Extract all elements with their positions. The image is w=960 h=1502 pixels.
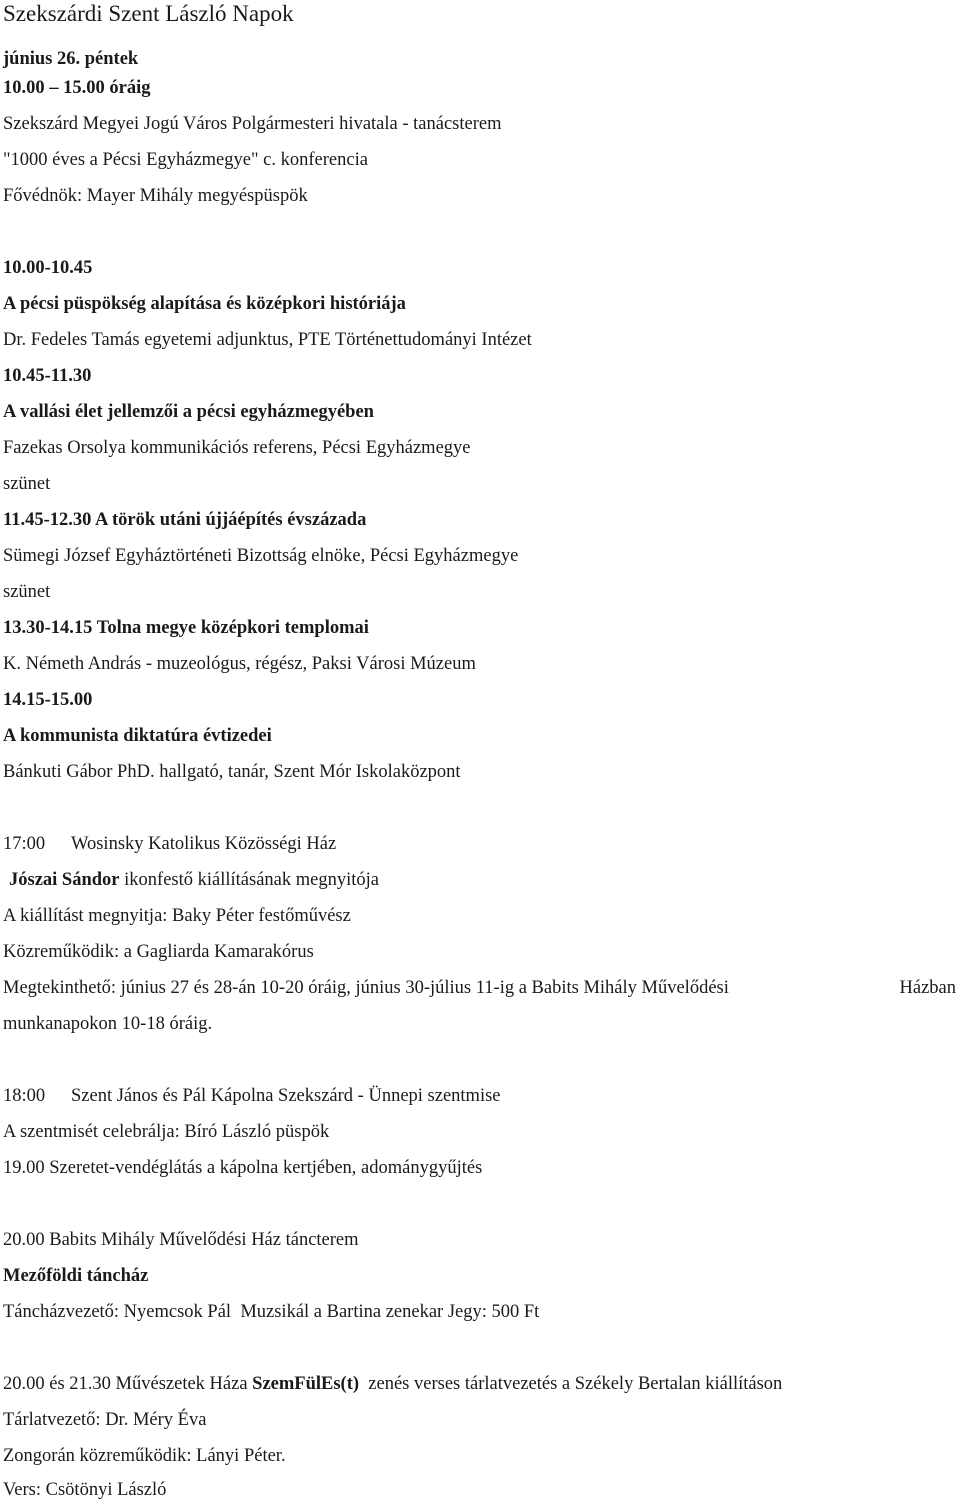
event-venue: Szekszárd Megyei Jogú Város Polgármesteri hivatala - tanácsterem <box>3 114 502 134</box>
mass-time: 18:00 <box>3 1086 46 1106</box>
mass-reception: 19.00 Szeretet-vendéglátás a kápolna kertjében, adománygyűjtés <box>3 1158 483 1178</box>
conference-patron: Fővédnök: Mayer Mihály megyéspüspök <box>3 186 308 206</box>
break-1: szünet <box>3 474 51 494</box>
mass-place: Szent János és Pál Kápolna Szekszárd - Ünnepi szentmise <box>71 1086 501 1106</box>
page-title: Szekszárdi Szent László Napok <box>3 1 294 26</box>
event-date: június 26. péntek <box>3 49 139 69</box>
exhibition-time: 17:00 <box>3 834 46 854</box>
talk-1-title: A pécsi püspökség alapítása és középkori históriája <box>3 294 406 314</box>
exhibition-opening-text: ikonfestő kiállításának megnyitója <box>119 870 379 890</box>
dance-details: Táncházvezető: Nyemcsok Pál Muzsikál a Bartina zenekar Jegy: 500 Ft <box>3 1302 540 1322</box>
talk-1-speaker: Dr. Fedeles Tamás egyetemi adjunktus, PTE Történettudományi Intézet <box>3 330 532 350</box>
exhibition-viewing: Megtekinthető: június 27 és 28-án 10-20 óráig, június 30-július 11-ig a Babits Mihály Művelődési <box>3 978 729 998</box>
art-suffix: zenés verses tárlatvezetés a Székely Bertalan kiállításon <box>359 1374 783 1394</box>
art-guide: Tárlatvezető: Dr. Méry Éva <box>3 1410 207 1430</box>
mass-time-place <box>3 1084 501 1108</box>
talk-5-speaker: Bánkuti Gábor PhD. hallgató, tanár, Szent Mór Iskolaközpont <box>3 762 461 782</box>
talk-5-title: A kommunista diktatúra évtizedei <box>3 726 272 746</box>
dance-name: Mezőföldi táncház <box>3 1266 149 1286</box>
exhibition-viewing-line2: munkanapokon 10-18 óráig. <box>3 1014 213 1034</box>
talk-2-title: A vallási élet jellemzői a pécsi egyházmegyében <box>3 402 374 422</box>
art-name: SzemFülEs(t) <box>252 1374 360 1394</box>
dance-time-place: 20.00 Babits Mihály Művelődési Ház táncterem <box>3 1230 359 1250</box>
art-prefix: 20.00 és 21.30 Művészetek Háza <box>3 1374 253 1394</box>
talk-3-speaker: Sümegi József Egyháztörténeti Bizottság elnöke, Pécsi Egyházmegye <box>3 546 519 566</box>
talk-2-time: 10.45-11.30 <box>3 366 92 386</box>
exhibition-time-place <box>3 832 336 856</box>
exhibition-viewing-end: Házban <box>899 978 956 998</box>
exhibition-opener: A kiállítást megnyitja: Baky Péter festőművész <box>3 906 351 926</box>
talk-4-time-title: 13.30-14.15 Tolna megye középkori templomai <box>3 618 369 638</box>
exhibition-opening <box>9 868 379 892</box>
talk-4-speaker: K. Németh András - muzeológus, régész, Paksi Városi Múzeum <box>3 654 476 674</box>
conference-title: "1000 éves a Pécsi Egyházmegye" c. konferencia <box>3 150 368 170</box>
talk-5-time: 14.15-15.00 <box>3 690 93 710</box>
art-piano: Zongorán közreműködik: Lányi Péter. <box>3 1446 286 1466</box>
talk-3-time-title: 11.45-12.30 A török utáni újjáépítés évszázada <box>3 510 367 530</box>
exhibition-artist: Jószai Sándor <box>9 870 120 890</box>
art-verse: Vers: Csötönyi László <box>3 1480 167 1500</box>
mass-celebrant: A szentmisét celebrálja: Bíró László püspök <box>3 1122 330 1142</box>
exhibition-place: Wosinsky Katolikus Közösségi Ház <box>71 834 337 854</box>
talk-1-time: 10.00-10.45 <box>3 258 93 278</box>
break-2: szünet <box>3 582 51 602</box>
event-hours: 10.00 – 15.00 óráig <box>3 78 151 98</box>
exhibition-participant: Közreműködik: a Gagliarda Kamarakórus <box>3 942 314 962</box>
art-event <box>3 1372 782 1396</box>
talk-2-speaker: Fazekas Orsolya kommunikációs referens, Pécsi Egyházmegye <box>3 438 471 458</box>
